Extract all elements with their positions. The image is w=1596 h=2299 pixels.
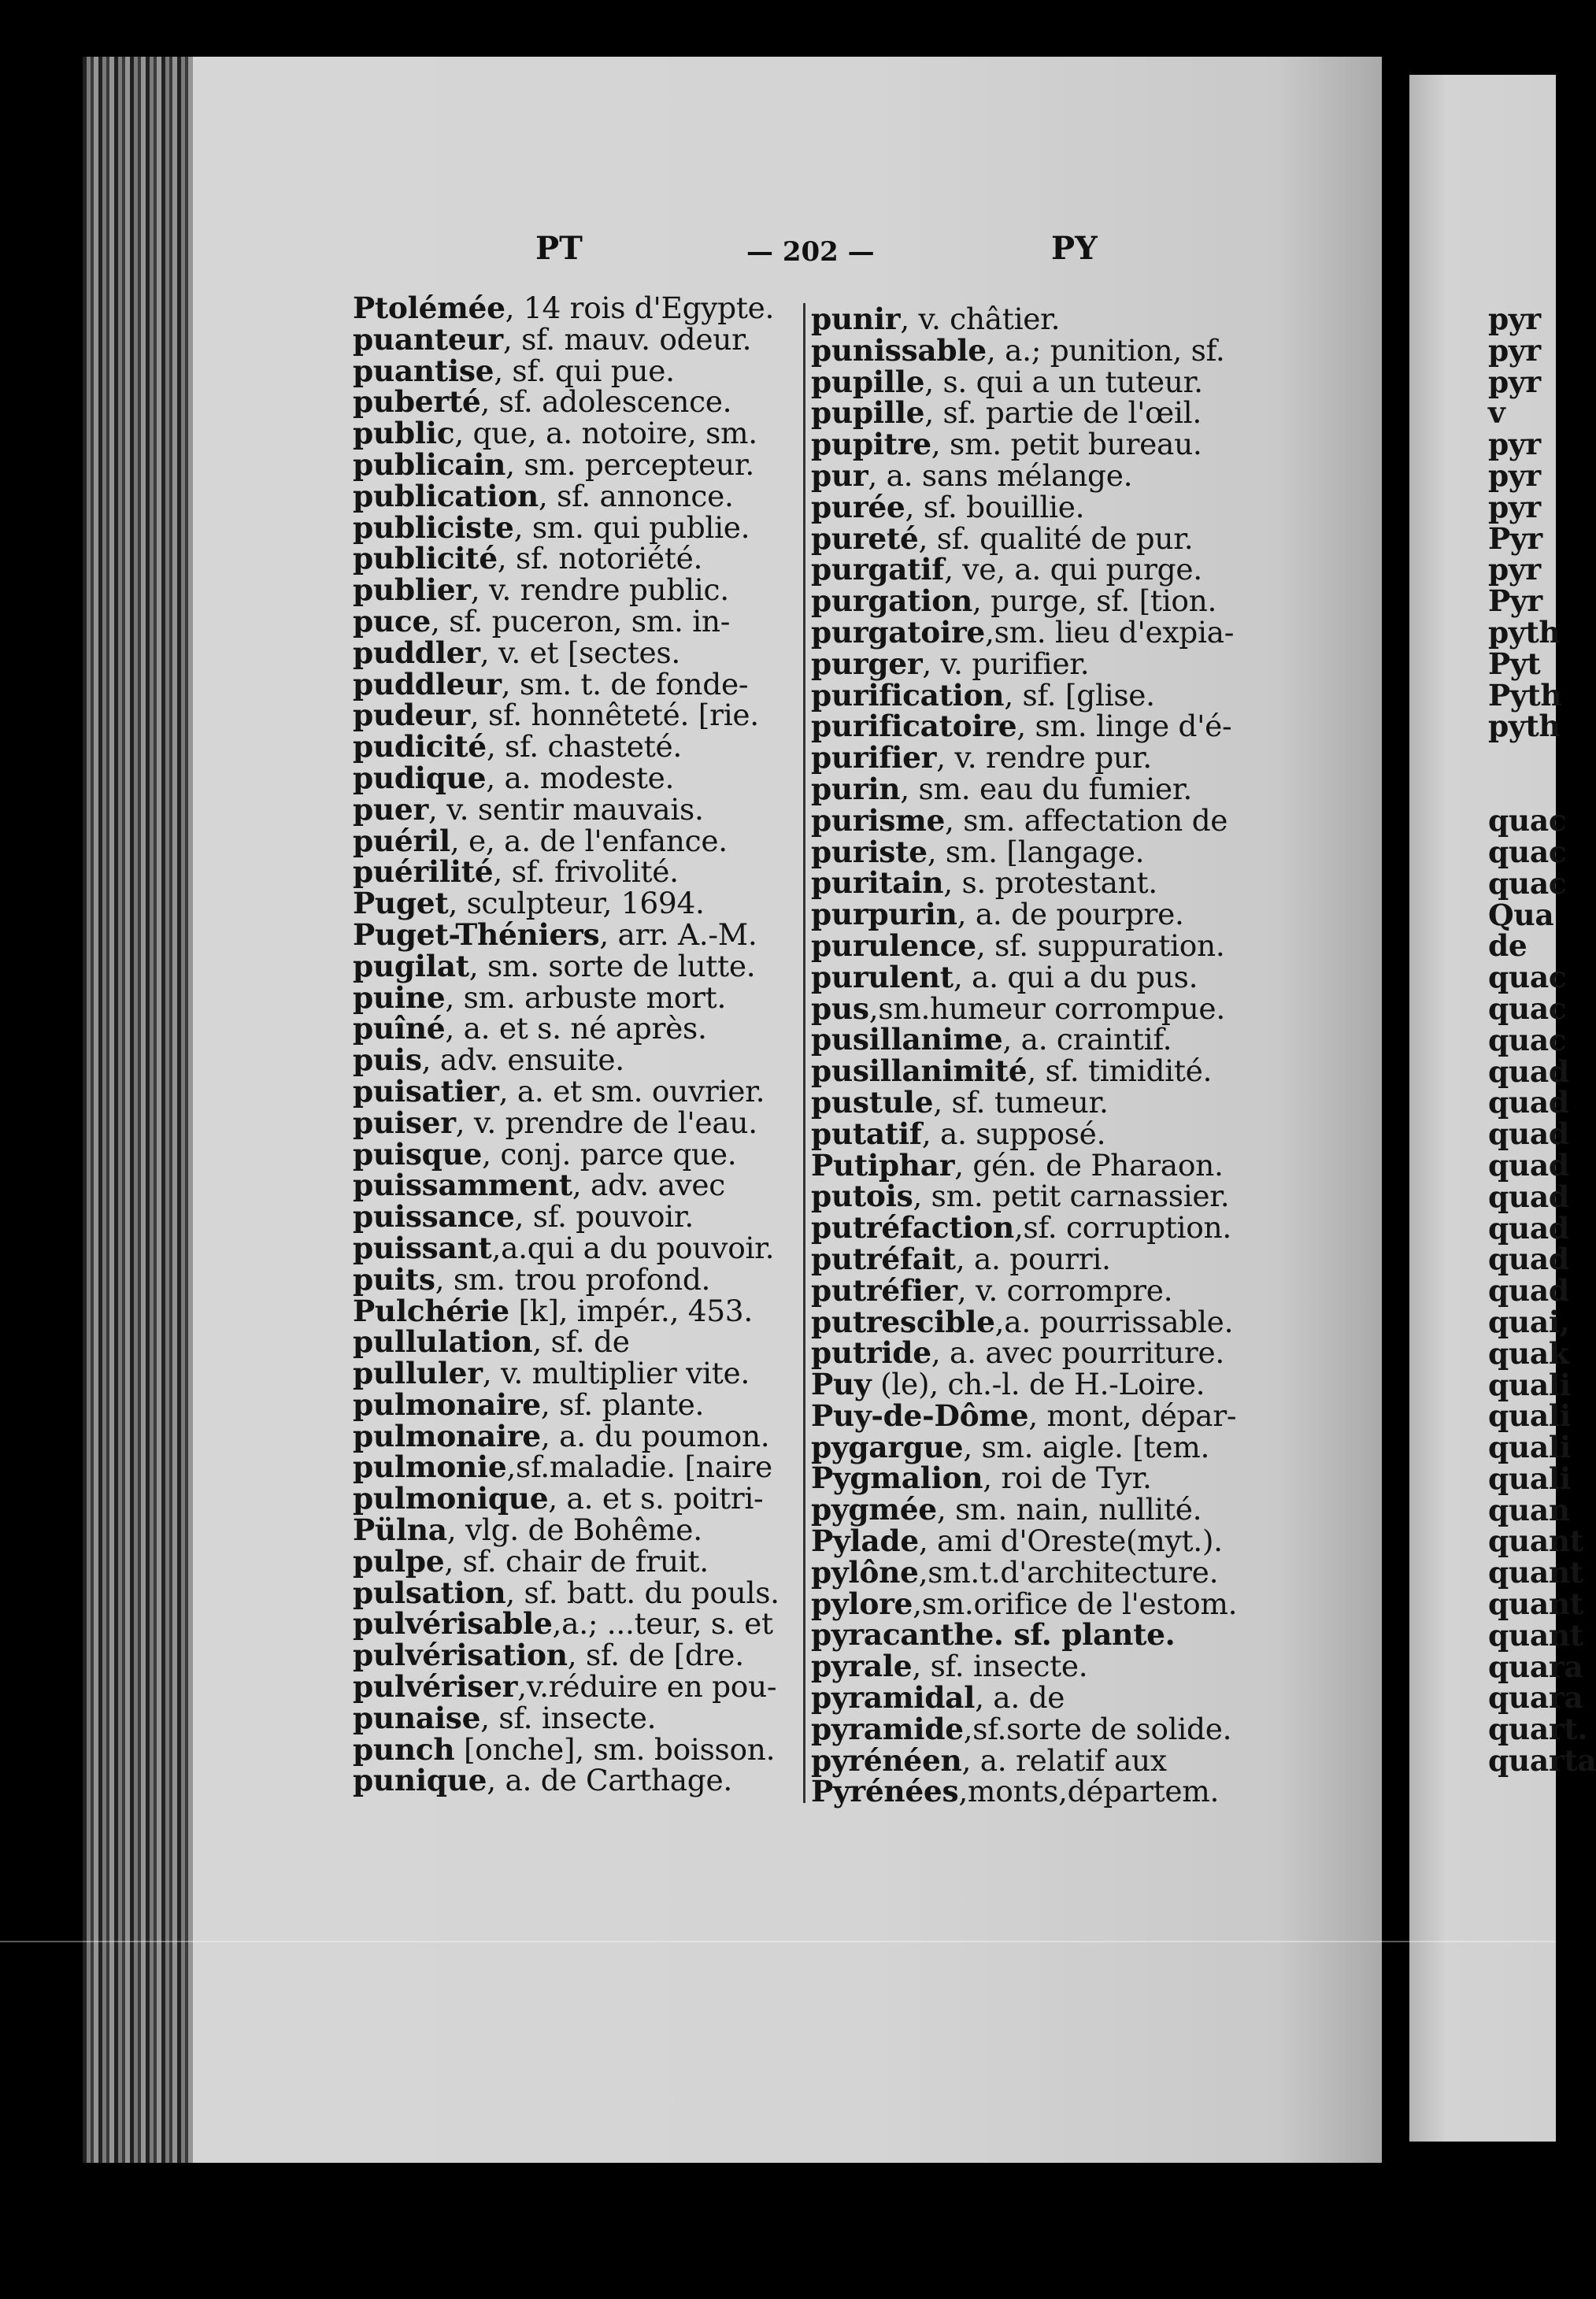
dictionary-entry: pulsation, sf. batt. du pouls. [353,1575,779,1610]
dictionary-entry: puddler, v. et [sectes. [353,635,680,670]
dictionary-entry: pulvérisable,a.; ...teur, s. et [353,1606,773,1642]
dictionary-entry: pyramidal, a. de [811,1680,1065,1716]
dictionary-entry: putréfaction,sf. corruption. [811,1210,1231,1246]
dictionary-entry: purgatif, ve, a. qui purge. [811,552,1202,587]
dictionary-entry: puissance, sf. pouvoir. [353,1199,694,1235]
edge-entry: quara [1488,1680,1583,1716]
dictionary-entry: puddleur, sm. t. de fonde- [353,666,749,702]
dictionary-entry: pulvérisation, sf. de [dre. [353,1638,744,1673]
edge-entry: quarta [1488,1743,1596,1779]
dictionary-entry: Ptolémée, 14 rois d'Egypte. [353,291,775,325]
dictionary-entry: purifier, v. rendre pur. [811,740,1152,776]
dictionary-entry: puits, sm. trou profond. [353,1261,711,1297]
edge-entry: Pyr [1488,520,1542,556]
dictionary-entry: publicain, sm. percepteur. [353,446,754,482]
dictionary-entry: puanteur, sf. mauv. odeur. [353,321,752,357]
dictionary-entry: puisatier, a. et sm. ouvrier. [353,1073,765,1109]
next-page-edge-column [1488,304,1596,1777]
dictionary-entry: Puy-de-Dôme, mont, dépar- [811,1398,1237,1433]
edge-spacer [1488,742,1596,805]
dictionary-entry: pulmonaire, sf. plante. [353,1386,705,1422]
dictionary-entry: pyracanthe. sf. plante. [811,1617,1176,1653]
dictionary-entry: Puget, sculpteur, 1694. [353,886,705,921]
dictionary-entry: pullulation, sf. de [353,1324,630,1360]
dictionary-entry: Pulchérie [k], impér., 453. [353,1293,753,1328]
edge-entry: quad [1488,1273,1569,1309]
dictionary-entry: puéril, e, a. de l'enfance. [353,823,728,858]
dictionary-entry: publiciste, sm. qui publie. [353,509,750,545]
book-binding [83,57,193,2163]
edge-entry: quali [1488,1398,1571,1434]
edge-entry: quac [1488,960,1567,995]
dictionary-entry: pulpe, sf. chair de fruit. [353,1543,709,1579]
edge-entry: pyth [1488,614,1561,650]
dictionary-entry: purification, sf. [glise. [811,677,1155,713]
dictionary-entry: pupille, sf. partie de l'œil. [811,395,1202,431]
dictionary-entry: pur, a. sans mélange. [811,457,1133,493]
edge-entry: quan [1488,1492,1570,1527]
edge-entry: pyr [1488,489,1541,524]
dictionary-entry: putréfait, a. pourri. [811,1241,1111,1276]
dictionary-entry: pupille, s. qui a un tuteur. [811,364,1203,399]
dictionary-entry: puiser, v. prendre de l'eau. [353,1105,757,1140]
edge-entry: quac [1488,865,1567,901]
dictionary-entry: publier, v. rendre public. [353,572,729,608]
dictionary-entry: puis, adv. ensuite. [353,1042,624,1078]
edge-entry: quad [1488,1053,1569,1089]
edge-entry: quak [1488,1335,1569,1371]
dictionary-entry: purulence, sf. suppuration. [811,927,1225,963]
header-right-guide: PY [1051,230,1098,267]
dictionary-entry: Pylade, ami d'Oreste(myt.). [811,1523,1223,1559]
edge-entry: pyr [1488,364,1541,399]
edge-entry: v [1488,395,1505,431]
dictionary-entry: pudicité, sf. chasteté. [353,729,682,764]
dictionary-entry: Puy (le), ch.-l. de H.-Loire. [811,1367,1205,1402]
dictionary-entry: purgatoire,sm. lieu d'expia- [811,614,1235,650]
dictionary-entry: purée, sf. bouillie. [811,489,1085,524]
dictionary-entry: publicité, sf. notoriété. [353,541,703,576]
edge-entry: quant [1488,1555,1583,1590]
edge-entry: quart. [1488,1712,1588,1747]
dictionary-entry: pupitre, sm. petit bureau. [811,427,1202,462]
scan-line [0,1941,1556,1942]
edge-entry: Qua [1488,897,1554,932]
dictionary-entry: Putiphar, gén. de Pharaon. [811,1147,1224,1183]
dictionary-entry: pulmonique, a. et s. poitri- [353,1481,764,1516]
dictionary-entry: pygmée, sm. nain, nullité. [811,1492,1202,1527]
edge-entry: quant [1488,1617,1583,1653]
dictionary-entry: purger, v. purifier. [811,646,1090,681]
dictionary-entry: Pülna, vlg. de Bohême. [353,1512,702,1548]
dictionary-entry: pylore,sm.orifice de l'estom. [811,1586,1238,1621]
right-column [811,304,1237,1808]
dictionary-entry: puantise, sf. qui pue. [353,353,675,388]
dictionary-entry: putois, sm. petit carnassier. [811,1179,1230,1214]
edge-entry: quali [1488,1460,1571,1496]
dictionary-entry: punch [onche], sm. boisson. [353,1731,776,1767]
dictionary-entry: pulmonaire, a. du poumon. [353,1418,770,1453]
dictionary-entry: pudeur, sf. honnêteté. [rie. [353,698,759,733]
dictionary-entry: puérilité, sf. frivolité. [353,854,679,890]
dictionary-entry: Puget-Théniers, arr. A.-M. [353,916,757,952]
dictionary-entry: pusillanimité, sf. timidité. [811,1053,1213,1089]
dictionary-entry: pygargue, sm. aigle. [tem. [811,1429,1210,1464]
edge-entry: quant [1488,1523,1583,1559]
dictionary-entry: punique, a. de Carthage. [353,1763,732,1798]
dictionary-entry: pyramide,sf.sorte de solide. [811,1711,1232,1746]
dictionary-entry: purisme, sm. affectation de [811,802,1228,838]
dictionary-entry: pudique, a. modeste. [353,760,675,795]
dictionary-entry: pulluler, v. multiplier vite. [353,1356,750,1391]
edge-entry: quac [1488,803,1567,839]
dictionary-entry: puriste, sm. [langage. [811,834,1145,869]
dictionary-entry: puer, v. sentir mauvais. [353,791,704,827]
dictionary-entry: puritain, s. protestant. [811,865,1157,901]
dictionary-entry: Pygmalion, roi de Tyr. [811,1460,1152,1496]
dictionary-entry: Pyrénées,monts,départem. [811,1774,1220,1809]
edge-entry: Pyt [1488,646,1541,681]
dictionary-entry: pus,sm.humeur corrompue. [811,990,1225,1026]
edge-entry: pyr [1488,552,1541,587]
dictionary-entry: publication, sf. annonce. [353,478,734,513]
dictionary-entry: punissable, a.; punition, sf. [811,332,1225,368]
left-column [353,293,779,1797]
edge-entry: quad [1488,1147,1569,1183]
edge-entry: quac [1488,990,1567,1026]
edge-entry: quac [1488,834,1567,869]
edge-entry: quant [1488,1586,1583,1622]
dictionary-entry: purin, sm. eau du fumier. [811,771,1192,806]
edge-entry: pyth [1488,709,1561,744]
dictionary-entry: pulmonie,sf.maladie. [naire [353,1449,772,1485]
dictionary-entry: pylône,sm.t.d'architecture. [811,1554,1219,1590]
edge-entry: quali [1488,1430,1571,1465]
dictionary-entry: putatif, a. supposé. [811,1116,1106,1151]
dictionary-entry: public, que, a. notoire, sm. [353,416,757,451]
edge-entry: Pyth [1488,677,1562,713]
dictionary-entry: puine, sm. arbuste mort. [353,979,727,1015]
edge-entry: pyr [1488,457,1541,493]
dictionary-entry: puisque, conj. parce que. [353,1136,737,1172]
edge-entry: Pyr [1488,583,1542,619]
dictionary-entry: pugilat, sm. sorte de lutte. [353,948,756,983]
dictionary-entry: pustule, sf. tumeur. [811,1084,1109,1120]
edge-entry: quad [1488,1179,1569,1214]
dictionary-entry: puce, sf. puceron, sm. in- [353,603,731,639]
edge-entry: quad [1488,1116,1569,1152]
dictionary-entry: purpurin, a. de pourpre. [811,897,1184,932]
dictionary-entry: purulent, a. qui a du pus. [811,959,1198,994]
edge-entry: quad [1488,1210,1569,1246]
dictionary-entry: pyrénéen, a. relatif aux [811,1742,1167,1778]
edge-entry: quac [1488,1022,1567,1057]
edge-entry: quali [1488,1367,1571,1402]
edge-entry: quara [1488,1649,1583,1684]
dictionary-entry: puissamment, adv. avec [353,1168,725,1203]
dictionary-entry: pusillanime, a. craintif. [811,1022,1172,1057]
dictionary-entry: putréfier, v. corrompre. [811,1272,1173,1308]
dictionary-entry: pulvériser,v.réduire en pou- [353,1669,777,1705]
dictionary-entry: purificatoire, sm. linge d'é- [811,709,1232,744]
dictionary-entry: pyrale, sf. insecte. [811,1649,1088,1684]
dictionary-entry: puissant,a.qui a du pouvoir. [353,1230,775,1265]
dictionary-entry: punir, v. châtier. [811,302,1061,336]
page-number: — 202 — [746,236,875,268]
edge-entry: quai, [1488,1304,1570,1339]
dictionary-entry: pureté, sf. qualité de pur. [811,520,1194,556]
dictionary-entry: puberté, sf. adolescence. [353,384,732,420]
edge-entry: quad [1488,1085,1569,1120]
dictionary-entry: puîné, a. et s. né après. [353,1011,707,1046]
column-divider [803,303,805,1803]
dictionary-entry: putrescible,a. pourrissable. [811,1304,1234,1339]
dictionary-entry: putride, a. avec pourriture. [811,1335,1225,1371]
dictionary-entry: punaise, sf. insecte. [353,1700,657,1735]
edge-entry: de [1488,928,1527,964]
edge-entry: pyr [1488,427,1541,462]
edge-entry: quad [1488,1242,1569,1277]
dictionary-entry: purgation, purge, sf. [tion. [811,583,1217,619]
edge-entry: pyr [1488,302,1541,336]
edge-entry: pyr [1488,332,1541,368]
header-left-guide: PT [535,230,583,267]
